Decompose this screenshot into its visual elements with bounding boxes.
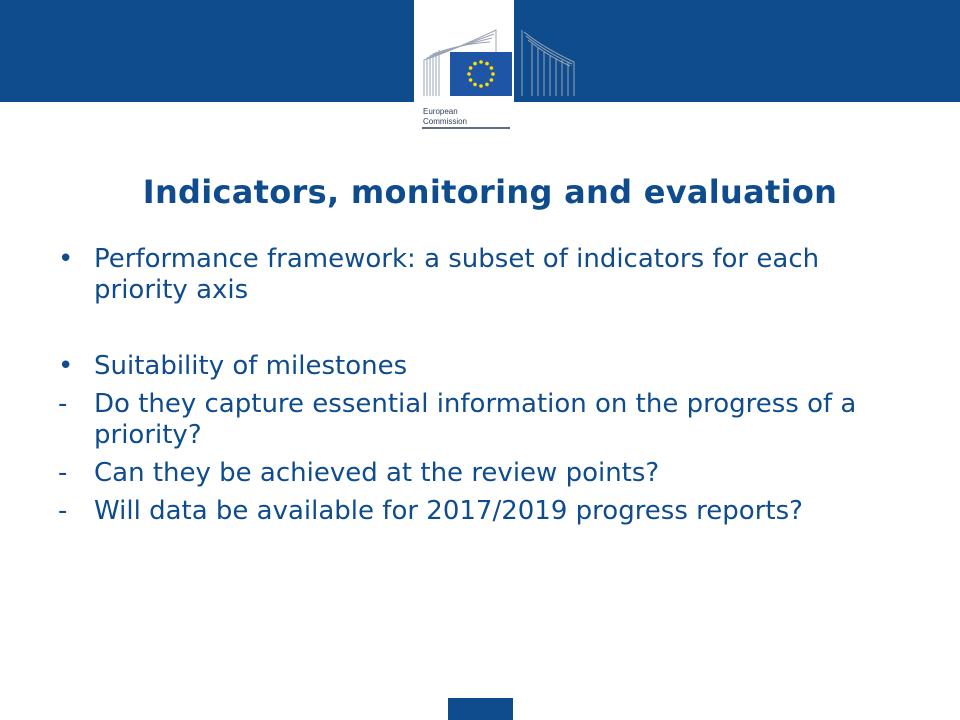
logo-line-european: European (423, 107, 458, 116)
dash-marker: - (58, 458, 68, 488)
list-item (58, 389, 918, 451)
logo-wordmark (423, 107, 467, 127)
slide-title: Indicators, monitoring and evaluation (142, 173, 838, 211)
list-item (58, 351, 918, 382)
dash-marker: - (58, 496, 68, 526)
list-item (58, 244, 918, 306)
list-item (58, 458, 918, 489)
list-item-text: Can they be achieved at the review points? (94, 458, 660, 488)
bullet-marker: • (58, 244, 74, 274)
list-item-text: Performance framework: a subset of indicators for each priority axis (94, 244, 820, 305)
list-item-text: Suitability of milestones (94, 351, 408, 381)
dash-marker: - (58, 389, 68, 419)
bullet-list (58, 244, 918, 534)
list-item-text: Do they capture essential information on the progress of a priority? (94, 389, 857, 450)
list-item (58, 496, 918, 527)
list-item-text: Will data be available for 2017/2019 progress reports? (94, 496, 803, 526)
logo-line-commission: Commission (423, 117, 468, 126)
footer-tab (448, 698, 513, 720)
eu-flag (450, 52, 512, 96)
bullet-marker: • (58, 351, 74, 381)
